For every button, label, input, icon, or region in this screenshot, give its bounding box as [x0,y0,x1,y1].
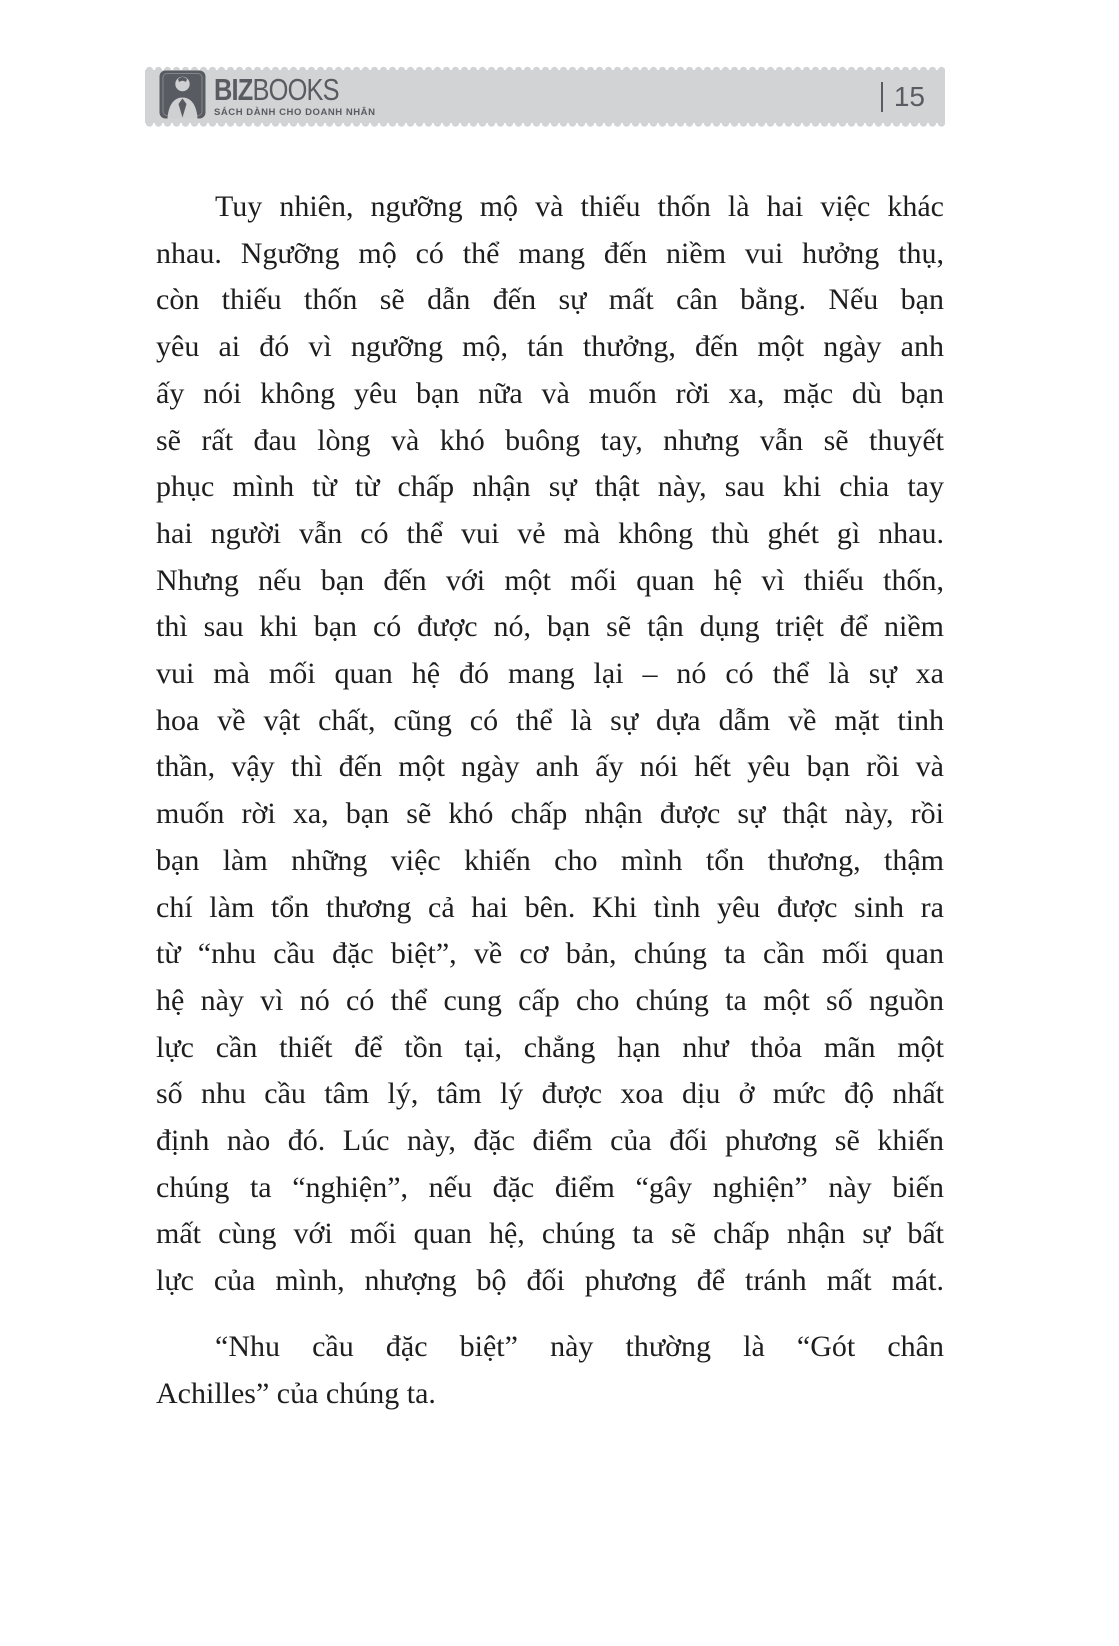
brand-biz: BIZ [214,72,253,107]
text-line: hệ này vì nó có thể cung cấp cho chúng ta một số nguồn [156,983,944,1017]
text-line: Nhưng nếu bạn đến với một mối quan hệ vì thiếu thốn, [156,563,944,597]
text-line: định nào đó. Lúc này, đặc điểm của đối phương sẽ khiến [156,1124,944,1158]
text-line: chúng ta “nghiện”, nếu đặc điểm “gây nghiện” này biến [156,1170,944,1204]
logo-text [214,72,376,118]
text-line: hai người vẫn có thể vui vẻ mà không thù ghét gì nhau. [156,516,944,550]
text-line: Achilles” của chúng ta. [156,1376,436,1410]
text-line: lực của mình, nhượng bộ đối phương để tránh mất mát. [156,1264,944,1298]
text-line: yêu ai đó vì ngưỡng mộ, tán thưởng, đến một ngày anh [156,330,944,364]
text-line: ấy nói không yêu bạn nữa và muốn rời xa, mặc dù bạn [156,376,944,410]
text-line: phục mình từ từ chấp nhận sự thật này, sau khi chia tay [156,470,944,504]
paragraph [156,1324,944,1417]
text-line: vui mà mối quan hệ đó mang lại – nó có thể là sự xa [156,657,944,691]
text-line: nhau. Ngưỡng mộ có thể mang đến niềm vui hưởng thụ, [156,236,944,270]
text-line: thì sau khi bạn có được nó, bạn sẽ tận dụng triệt để niềm [156,610,944,644]
text-line: mất cùng với mối quan hệ, chúng ta sẽ chấp nhận sự bất [156,1217,944,1251]
text-line: “Nhu cầu đặc biệt” này thường là “Gót chân [215,1329,944,1363]
text-line: thần, vậy thì đến một ngày anh ấy nói hết yêu bạn rồi và [156,750,944,784]
page-number-separator [881,82,883,112]
businessman-book-icon [159,70,206,124]
text-line: bạn làm những việc khiến cho mình tổn thương, thậm [156,843,944,877]
text-line: từ “nhu cầu đặc biệt”, về cơ bản, chúng ta cần mối quan [156,937,944,971]
brand-name [214,72,346,107]
brand-tagline: SÁCH DÀNH CHO DOANH NHÂN [214,107,376,118]
text-line: lực cần thiết để tồn tại, chẳng hạn như thỏa mãn một [156,1030,944,1064]
page-number [881,81,925,113]
text-line: Tuy nhiên, ngưỡng mộ và thiếu thốn là hai việc khác [215,190,944,223]
body-text [156,184,944,1417]
header-banner [145,70,945,123]
paragraph [156,184,944,1305]
text-line: sẽ rất đau lòng và khó buông tay, nhưng vẫn sẽ thuyết [156,423,944,457]
text-line: chí làm tổn thương cả hai bên. Khi tình yêu được sinh ra [156,890,944,924]
text-line: còn thiếu thốn sẽ dẫn đến sự mất cân bằng. Nếu bạn [156,283,944,317]
page-number-value: 15 [893,80,925,112]
bizbooks-logo [159,69,376,124]
text-line: muốn rời xa, bạn sẽ khó chấp nhận được sự thật này, rồi [156,797,944,831]
text-line: hoa về vật chất, cũng có thể là sự dựa dẫm về mặt tinh [156,703,944,737]
text-line: số nhu cầu tâm lý, tâm lý được xoa dịu ở mức độ nhất [156,1077,944,1111]
brand-books: BOOKS [252,72,339,107]
